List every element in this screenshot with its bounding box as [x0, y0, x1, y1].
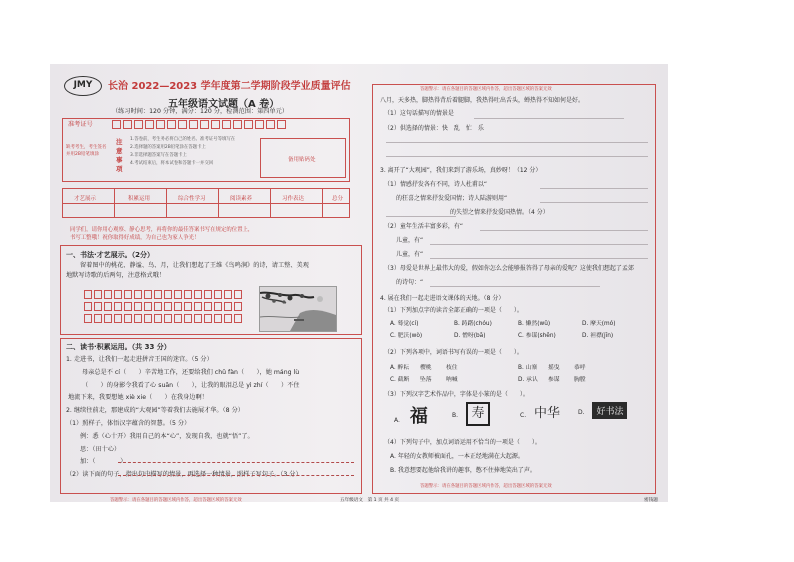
score-header: 阅读素养 [230, 196, 253, 202]
question-line: 儿童，有“ [396, 237, 424, 244]
question-line: （2）供选择的情景：快 乱 忙 乐 [384, 125, 484, 132]
question-line: （1）这句话描写的情景是 [384, 110, 454, 117]
section-1-title: 一、书法·才艺展示。（2分） [66, 251, 155, 259]
exam-title: 长治 2022—2023 学年度第二学期阶段学业质量评估 [108, 81, 351, 92]
calligraphy-option-d[interactable]: D. 好书法 [578, 402, 627, 419]
intro-text: 同学们，请你用心观察、静心思考，再将你的最佳答案书写在规定的位置上， 书写工整哦！祝你取得好成绩，为自己也为家人争光！ [70, 227, 254, 241]
q4-1-options[interactable]: A. 蓦觉(cí) B. 踌躇(chóu) B. 懒然(wǔ) D. 摩天(mó) C. 肥沃(wò) D. 憎呀(bā) C. 参谋(shēn) D. 袒襟(jīn) [390, 321, 616, 339]
notes-list [130, 136, 235, 168]
answer-line[interactable] [430, 286, 600, 287]
score-header: 才艺展示 [74, 196, 97, 202]
section-2-title: 二、读书·积累运用。（共 33 分） [66, 343, 171, 351]
question-line: 1. 走进书，让我们一起走进拼音王国的迷宫。（5 分） [66, 356, 213, 363]
question-line: 2. 继续往前走，那建成的“大观园”等着我们去施展才华。（8 分） [66, 407, 244, 415]
question-line: 儿童，有“ [396, 251, 424, 258]
calligraphy-option-c[interactable]: C. 中华 [520, 402, 560, 421]
answer-line[interactable] [474, 118, 624, 119]
answer-line[interactable] [480, 230, 648, 231]
seal-script-sample: 福 [409, 406, 428, 427]
page-number: 五年级语文 第 1 页 共 4 页 [340, 498, 400, 503]
note-item: 4.考试结束后，将本试卷和答题卡一并交回 [130, 161, 214, 166]
question-line: （1）情感抒发各有不同，诗人杜甫以“ [384, 181, 487, 188]
subject-title: 五年级语文试题（A 卷） [168, 99, 280, 110]
clerical-script-sample: 中华 [534, 406, 561, 421]
question-line: 地流下来，我要想她 xiè xie（ ）在我身边啊！ [68, 394, 208, 402]
question-line: （4）下列句子中，加点词语运用不恰当的一项是（ ）。 [384, 439, 541, 446]
section-1-line: 留着图中的桃花、静谧、鸟、月，让我们想起了王维《鸟鸣涧》的诗，请工整、美观 [80, 262, 309, 269]
score-header: 综合性学习 [178, 196, 206, 202]
answer-line[interactable] [540, 202, 648, 203]
note-item: 1.答卷前，考生务必将自己的姓名、准考证号等填写在 [130, 137, 236, 142]
question-line: （2）童年生活丰富多彩，有“ [384, 223, 463, 230]
question-line: 母亲总是不 cí（ ）辛苦地工作，还要给我们 chǔ fàn（ ），她 máng lù [82, 368, 300, 376]
question-line: 例：悉（心十开）我用自己的本“心”，发现自我，也就“悟”了。 [80, 432, 254, 440]
score-table-divider [62, 203, 350, 204]
question-line: （1）照样子，体悟汉字蕴含的智慧。（5 分） [66, 419, 191, 427]
question-line: 的狂喜之情来抒发爱国情；诗人陆游则用“ [396, 195, 508, 202]
question-line: （2）下列各项中，词语书写有误的一项是（ ）。 [384, 349, 523, 356]
backup-label: 备用贴码处 [288, 157, 316, 163]
left-note: 缺考考生，考生签名 并用2B铅笔填涂 [66, 145, 107, 157]
answer-line[interactable] [540, 188, 648, 189]
answer-line[interactable] [386, 142, 648, 143]
question-line: （ ）的身影令我看了心 suān（ ），让我的眼泪总是 yì zhí（ ）不住 [82, 381, 300, 389]
question-line: （3）母爱是世界上最伟大的爱，假如你怎么会能够报答得了母亲的爱呢？这使我们想起了孟郊 [384, 265, 634, 272]
question-line: （3）下列汉字艺术作品中，字体是小篆的是（ ）。 [384, 391, 529, 398]
answer-line[interactable] [430, 258, 648, 259]
id-label: 准考证号 [68, 121, 93, 128]
question-line: 八月，天多热，脚热得背后着腿脚，我热得吐出舌头，蝉热得不知如何是好。 [380, 97, 585, 104]
question-line: A. 年轻的女教师被面孔，一本正经地满在大起源。 [390, 453, 524, 460]
question-line: 3. 离开了“大观园”，我们来到了游乐场，真妙呀！（12 分） [380, 167, 542, 174]
question-line: （2）读下面的句子，指出句中描写的情景，再选择一种情景，照样子写句子。（3 分） [66, 471, 302, 479]
notes-title: 注意事项 [116, 138, 123, 173]
answer-line[interactable] [118, 462, 354, 463]
answer-line[interactable] [118, 475, 354, 476]
corner-code: 密钱题 [644, 498, 658, 503]
section-1-line: 地默写诗歌的后两句，注意格式哦！ [66, 272, 165, 279]
calligraphy-option-a[interactable]: A. 福 [394, 402, 428, 428]
score-header: 总分 [332, 196, 344, 202]
answer-line[interactable] [386, 156, 648, 157]
question-line: 的失望之情来抒发爱国热情。（4 分） [450, 209, 549, 216]
right-top-warning: 答题警示：请在各题目的答题区域内作答，超出答题区域的答案无效 [420, 87, 552, 92]
landscape-painting [259, 286, 337, 332]
seal-stamp-sample: 寿 [466, 402, 490, 426]
exam-info: （练习时间：120 分钟，满分：120 分，检测范围：第四单元） [112, 108, 289, 115]
answer-line[interactable] [386, 216, 456, 217]
logo [64, 76, 102, 96]
question-line: （1）下列加点字的读音全部正确的一项是（ ）。 [384, 307, 523, 314]
question-line: B. 我意想要起他给我讲的趣事，憋不住捧地笑出了声。 [390, 467, 536, 474]
question-line: 思：（田十心） [80, 445, 121, 453]
score-header: 习作表达 [282, 196, 305, 202]
note-item: 2.选择题的答案用2B铅笔涂在答题卡上 [130, 145, 206, 150]
running-script-sample: 好书法 [592, 402, 627, 419]
question-line: 的诗句：“ [396, 279, 424, 286]
question-line: 加：（ ） [80, 458, 127, 466]
right-bottom-warning: 答题警示：请在各题目的答题区域内作答，超出答题区域的答案无效 [420, 484, 552, 489]
score-header: 积累运用 [128, 196, 151, 202]
right-page-box [372, 84, 656, 494]
note-item: 3.非选择题答案写在答题卡上 [130, 153, 187, 158]
question-line: 4. 展在我们一起走进语文课体的天地。（8 分） [380, 295, 505, 302]
logo-text: JMY [73, 80, 93, 90]
id-digit-grid[interactable] [112, 118, 290, 131]
calligraphy-option-b[interactable]: B. 寿 [452, 402, 490, 426]
left-footer-warning: 答题警示：请在各题目的答题区域内作答，超出答题区域的答案无效 [110, 498, 242, 503]
calligraphy-grid[interactable] [84, 290, 254, 330]
answer-line[interactable] [430, 244, 648, 245]
q4-2-options[interactable]: A. 醉耘 樱桃 枝住 B. 山寨 摇曳 恭呼 C. 截断 坠落 呐喊 D. 承认 参谋 胸膛 [390, 365, 586, 383]
